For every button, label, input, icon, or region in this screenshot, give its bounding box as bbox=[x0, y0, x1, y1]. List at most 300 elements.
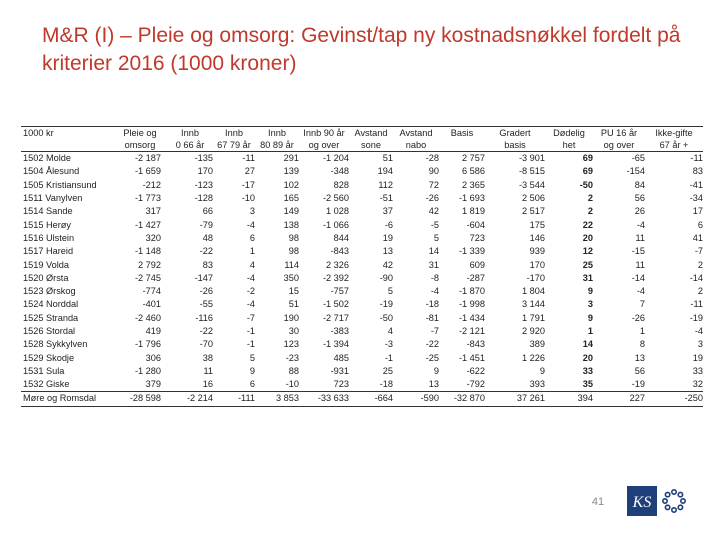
column-header: Innb bbox=[167, 127, 213, 140]
table-cell: 5 bbox=[433, 232, 439, 243]
table-cell: 1 bbox=[639, 326, 645, 336]
table-cell: -8 bbox=[430, 272, 439, 283]
header-row-1 bbox=[21, 127, 703, 140]
header-row-2 bbox=[21, 139, 703, 152]
column-header: Basis bbox=[439, 127, 485, 140]
table-cell: -11 bbox=[242, 153, 255, 164]
ks-logo-icon bbox=[627, 486, 689, 516]
table-cell: 170 bbox=[529, 259, 545, 270]
column-subheader: basis bbox=[485, 139, 545, 152]
ks-logo bbox=[627, 486, 689, 516]
table-cell: 11 bbox=[203, 365, 213, 376]
logo-emblem-icon bbox=[663, 490, 685, 512]
table-row bbox=[21, 312, 703, 325]
table-cell: -4 bbox=[430, 286, 439, 297]
table-cell: -1 bbox=[384, 352, 393, 363]
table-cell: 485 bbox=[333, 352, 349, 363]
table-cell: -1 434 bbox=[458, 312, 485, 323]
table-cell: -757 bbox=[330, 286, 349, 297]
table-cell: 9 bbox=[587, 312, 593, 323]
table-cell: 146 bbox=[529, 232, 545, 243]
table-cell: -135 bbox=[194, 153, 213, 164]
table-cell: 170 bbox=[197, 166, 213, 177]
table-row bbox=[21, 179, 703, 192]
table-cell: 2 792 bbox=[138, 259, 161, 270]
table-row bbox=[21, 232, 703, 245]
table-row bbox=[21, 218, 703, 231]
table-cell: 139 bbox=[283, 166, 299, 177]
table-cell: 90 bbox=[428, 166, 439, 177]
data-table bbox=[21, 126, 703, 407]
table-row bbox=[21, 205, 703, 218]
table-cell: 30 bbox=[288, 326, 299, 336]
table-cell: 723 bbox=[469, 232, 485, 243]
table-cell: -1 693 bbox=[458, 193, 485, 204]
table-cell: 1526 Stordal bbox=[23, 326, 76, 336]
table-cell: 2 920 bbox=[522, 326, 545, 336]
table-row bbox=[21, 258, 703, 271]
table-cell: -1 bbox=[246, 326, 255, 336]
table-cell: -383 bbox=[330, 326, 349, 336]
table-cell: 31 bbox=[582, 272, 593, 283]
column-subheader: 67 år + bbox=[645, 139, 703, 152]
column-header: PU 16 år bbox=[593, 127, 645, 140]
table-cell: 1516 Ulstein bbox=[23, 232, 75, 243]
table-cell: -22 bbox=[199, 246, 213, 257]
column-header: Pleie og bbox=[113, 127, 167, 140]
table-cell: -7 bbox=[246, 312, 255, 323]
table-cell: 1524 Norddal bbox=[23, 299, 79, 310]
table-cell: -1 339 bbox=[458, 246, 485, 257]
table-cell: -1 773 bbox=[134, 193, 161, 204]
table-cell: -10 bbox=[241, 193, 255, 204]
table-cell: 138 bbox=[283, 219, 299, 230]
table-cell: 4 bbox=[249, 259, 255, 270]
column-header: Innb bbox=[255, 127, 299, 140]
table-cell: 393 bbox=[529, 379, 545, 390]
table-cell: -18 bbox=[379, 379, 393, 390]
table-cell: 69 bbox=[582, 153, 593, 164]
table-cell: -604 bbox=[466, 219, 485, 230]
table-cell: -55 bbox=[199, 299, 213, 310]
table-cell: 19 bbox=[382, 232, 393, 243]
table-cell: 16 bbox=[202, 379, 213, 390]
table-cell: 33 bbox=[692, 365, 703, 376]
table-cell: -1 394 bbox=[322, 339, 349, 350]
table-cell: 2 326 bbox=[326, 259, 349, 270]
table-cell: -287 bbox=[466, 272, 485, 283]
table-cell: 37 261 bbox=[485, 392, 545, 406]
table-cell: 15 bbox=[288, 286, 299, 297]
column-header: Innb bbox=[213, 127, 255, 140]
table-cell: -1 427 bbox=[134, 219, 161, 230]
table-cell: -348 bbox=[330, 166, 349, 177]
column-subheader: nabo bbox=[393, 139, 439, 152]
column-subheader: og over bbox=[299, 139, 349, 152]
table-cell: -19 bbox=[379, 299, 393, 310]
table-cell: 33 bbox=[582, 365, 593, 376]
table-cell: 9 bbox=[587, 286, 593, 297]
table-row bbox=[21, 365, 703, 378]
table-cell: 41 bbox=[692, 232, 703, 243]
table-cell: 51 bbox=[288, 299, 299, 310]
table-cell: -111 bbox=[213, 392, 255, 406]
table-cell: 38 bbox=[202, 352, 213, 363]
table-cell: -19 bbox=[689, 312, 703, 323]
table-cell: -1 bbox=[246, 339, 255, 350]
table-cell: -664 bbox=[349, 392, 393, 406]
table-cell: -23 bbox=[285, 352, 299, 363]
table-cell: -22 bbox=[425, 339, 439, 350]
total-row bbox=[21, 392, 703, 406]
table-cell: 227 bbox=[593, 392, 645, 406]
table-cell: -4 bbox=[246, 299, 255, 310]
table-row bbox=[21, 351, 703, 364]
table-cell: 102 bbox=[283, 179, 299, 190]
table-cell: -5 bbox=[430, 219, 439, 230]
table-cell: -7 bbox=[430, 326, 439, 336]
table-cell: 8 bbox=[639, 339, 645, 350]
column-subheader: omsorg bbox=[113, 139, 167, 152]
table-cell: -51 bbox=[379, 193, 393, 204]
table-cell: 56 bbox=[634, 193, 645, 204]
table-row bbox=[21, 272, 703, 285]
table-cell: -15 bbox=[631, 246, 645, 257]
column-header: Innb 90 år bbox=[299, 127, 349, 140]
table-cell: 7 bbox=[639, 299, 645, 310]
table-row bbox=[21, 378, 703, 392]
table-cell: 1525 Stranda bbox=[23, 312, 79, 323]
table-cell: 2 757 bbox=[462, 153, 485, 164]
table-cell: 2 bbox=[587, 206, 593, 217]
table-cell: -147 bbox=[194, 272, 213, 283]
table-cell: -1 066 bbox=[322, 219, 349, 230]
table-cell: 1511 Vanylven bbox=[23, 193, 83, 204]
table-cell: -14 bbox=[689, 272, 703, 283]
table-cell: -3 901 bbox=[518, 153, 545, 164]
table-cell: 9 bbox=[433, 365, 439, 376]
table-cell: 26 bbox=[634, 206, 645, 217]
column-header: 1000 kr bbox=[21, 127, 113, 140]
page-number: 41 bbox=[591, 496, 605, 508]
table-cell: 112 bbox=[378, 179, 393, 190]
table-cell: -2 745 bbox=[134, 272, 161, 283]
table-cell: -2 bbox=[246, 286, 255, 297]
table-cell: -26 bbox=[631, 312, 645, 323]
table-cell: -212 bbox=[142, 179, 161, 190]
table-cell: 389 bbox=[529, 339, 545, 350]
table-cell: 2 bbox=[697, 259, 703, 270]
table-cell: 11 bbox=[635, 259, 645, 270]
table-cell: -11 bbox=[690, 299, 703, 310]
table-cell: 37 bbox=[382, 206, 393, 217]
table-cell: -1 280 bbox=[134, 365, 161, 376]
table-cell: 14 bbox=[428, 246, 439, 257]
table-cell: 1528 Sykkylven bbox=[23, 339, 88, 350]
table-cell: 419 bbox=[145, 326, 161, 336]
table-cell: 32 bbox=[692, 379, 703, 390]
table-cell: 3 853 bbox=[255, 392, 299, 406]
table-cell: 3 bbox=[249, 206, 255, 217]
column-subheader: 80 89 år bbox=[255, 139, 299, 152]
table-cell: 2 bbox=[697, 286, 703, 297]
table-cell: 35 bbox=[582, 379, 593, 390]
column-subheader: 0 66 år bbox=[167, 139, 213, 152]
table-cell: 6 bbox=[249, 232, 255, 243]
table-cell: 723 bbox=[333, 379, 349, 390]
table-cell: -4 bbox=[636, 219, 645, 230]
table-row bbox=[21, 325, 703, 338]
table-cell: 13 bbox=[634, 352, 645, 363]
table-cell: 149 bbox=[283, 206, 299, 217]
table-cell: -3 bbox=[384, 339, 393, 350]
table-cell: -1 998 bbox=[458, 299, 485, 310]
table-cell: 11 bbox=[635, 232, 645, 243]
table-cell: -7 bbox=[694, 246, 703, 257]
table-row bbox=[21, 338, 703, 351]
table-cell: 1523 Ørskog bbox=[23, 286, 76, 297]
table-cell: 27 bbox=[244, 166, 255, 177]
table-cell: 1520 Ørsta bbox=[23, 272, 69, 283]
table-cell: 190 bbox=[283, 312, 299, 323]
table-cell: 3 bbox=[587, 299, 593, 310]
table-row bbox=[21, 245, 703, 258]
table-cell: -25 bbox=[425, 352, 439, 363]
table-cell: -4 bbox=[694, 326, 703, 336]
table-cell: -128 bbox=[194, 193, 213, 204]
table-cell: -79 bbox=[199, 219, 213, 230]
table-cell: -2 214 bbox=[167, 392, 213, 406]
table-cell: 66 bbox=[202, 206, 213, 217]
column-header: Gradert bbox=[485, 127, 545, 140]
table-cell: 394 bbox=[545, 392, 593, 406]
table-cell: 12 bbox=[582, 246, 593, 257]
table-cell: 317 bbox=[145, 206, 161, 217]
table-cell: 25 bbox=[582, 259, 593, 270]
table-cell: -931 bbox=[330, 365, 349, 376]
table-cell: -843 bbox=[466, 339, 485, 350]
table-cell: -1 796 bbox=[134, 339, 161, 350]
table-cell: -2 121 bbox=[458, 326, 485, 336]
table-cell: 88 bbox=[288, 365, 299, 376]
column-header: Ikke-gifte bbox=[645, 127, 703, 140]
table-cell: 20 bbox=[582, 352, 593, 363]
table-cell: 291 bbox=[283, 153, 299, 164]
table-cell: -26 bbox=[425, 193, 439, 204]
table-cell: -11 bbox=[690, 153, 703, 164]
table-cell: 1529 Skodje bbox=[23, 352, 75, 363]
table-cell: 19 bbox=[692, 352, 703, 363]
table-row bbox=[21, 298, 703, 311]
column-subheader: het bbox=[545, 139, 593, 152]
table-cell: 175 bbox=[529, 219, 545, 230]
table-cell: 9 bbox=[249, 365, 255, 376]
table-cell: -3 544 bbox=[518, 179, 545, 190]
table-cell: -70 bbox=[199, 339, 213, 350]
table-cell: 194 bbox=[377, 166, 393, 177]
table-cell: 17 bbox=[692, 206, 703, 217]
table-cell: 42 bbox=[382, 259, 393, 270]
table-row bbox=[21, 192, 703, 205]
table-cell: -10 bbox=[285, 379, 299, 390]
table-cell: -2 187 bbox=[134, 153, 161, 164]
table-cell: -4 bbox=[246, 272, 255, 283]
table-cell: 828 bbox=[333, 179, 349, 190]
table-cell: -2 460 bbox=[134, 312, 161, 323]
table-cell: 1 bbox=[249, 246, 255, 257]
table-cell: 1531 Sula bbox=[23, 365, 65, 376]
table-cell: -2 560 bbox=[322, 193, 349, 204]
column-subheader: sone bbox=[349, 139, 393, 152]
table-cell: -401 bbox=[142, 299, 161, 310]
table-cell: -250 bbox=[645, 392, 703, 406]
table-cell: -4 bbox=[246, 219, 255, 230]
table-cell: 123 bbox=[283, 339, 299, 350]
table-cell: 13 bbox=[428, 379, 439, 390]
table-cell: 320 bbox=[145, 232, 161, 243]
column-header: Dødelig bbox=[545, 127, 593, 140]
table-cell: -28 bbox=[425, 153, 439, 164]
table-cell: 20 bbox=[582, 232, 593, 243]
table-row bbox=[21, 285, 703, 298]
table-cell: -19 bbox=[631, 379, 645, 390]
table-cell: 1504 Ålesund bbox=[23, 166, 80, 177]
table-cell: 2 365 bbox=[462, 179, 485, 190]
table-cell: -8 515 bbox=[518, 166, 545, 177]
table-cell: -17 bbox=[241, 179, 255, 190]
table-cell: -154 bbox=[626, 166, 645, 177]
table-cell: 165 bbox=[283, 193, 299, 204]
table-cell: 25 bbox=[382, 365, 393, 376]
table-cell: -34 bbox=[689, 193, 703, 204]
table-cell: 5 bbox=[387, 286, 393, 297]
table-cell: -1 148 bbox=[134, 246, 161, 257]
table-cell: -792 bbox=[466, 379, 485, 390]
table-cell: 83 bbox=[202, 259, 213, 270]
table-cell: Møre og Romsdal bbox=[21, 392, 113, 406]
table-cell: 84 bbox=[634, 179, 645, 190]
table-cell: -1 204 bbox=[322, 153, 349, 164]
table-body bbox=[21, 152, 703, 392]
slide-title: M&R (I) – Pleie og omsorg: Gevinst/tap ny kostnadsnøkkel fordelt på kriterier 2016 (1000 kroner) bbox=[42, 24, 681, 75]
table-cell: -26 bbox=[199, 286, 213, 297]
table-cell: -41 bbox=[689, 179, 703, 190]
column-subheader: og over bbox=[593, 139, 645, 152]
table-cell: 1515 Herøy bbox=[23, 219, 72, 230]
table-cell: 31 bbox=[428, 259, 439, 270]
table-cell: -90 bbox=[379, 272, 393, 283]
table-cell: -81 bbox=[425, 312, 439, 323]
table-cell: 350 bbox=[283, 272, 299, 283]
table-row bbox=[21, 165, 703, 178]
table-cell: 56 bbox=[634, 365, 645, 376]
table-cell: 2 506 bbox=[522, 193, 545, 204]
table-cell: -170 bbox=[526, 272, 545, 283]
table-cell: 42 bbox=[428, 206, 439, 217]
table-cell: -590 bbox=[393, 392, 439, 406]
table-cell: 6 586 bbox=[462, 166, 485, 177]
table-cell: 1 bbox=[587, 326, 593, 336]
table-cell: 1519 Volda bbox=[23, 259, 69, 270]
data-table-container bbox=[21, 126, 703, 452]
table-cell: -22 bbox=[199, 326, 213, 336]
table-cell: 1502 Molde bbox=[23, 153, 72, 164]
table-cell: 98 bbox=[288, 232, 299, 243]
table-cell: 14 bbox=[582, 339, 593, 350]
table-cell: 1 804 bbox=[522, 286, 545, 297]
table-cell: 609 bbox=[469, 259, 485, 270]
table-cell: -1 870 bbox=[458, 286, 485, 297]
table-cell: -14 bbox=[631, 272, 645, 283]
table-cell: 3 144 bbox=[522, 299, 545, 310]
table-cell: 1514 Sande bbox=[23, 206, 73, 217]
column-subheader bbox=[439, 139, 485, 152]
table-cell: -18 bbox=[425, 299, 439, 310]
table-cell: 9 bbox=[539, 365, 545, 376]
table-cell: 1 226 bbox=[522, 352, 545, 363]
table-cell: 3 bbox=[697, 339, 703, 350]
table-cell: 1532 Giske bbox=[23, 379, 70, 390]
table-cell: 2 bbox=[587, 193, 593, 204]
table-cell: 6 bbox=[249, 379, 255, 390]
table-cell: -6 bbox=[384, 219, 393, 230]
table-cell: 1 028 bbox=[326, 206, 349, 217]
table-cell: 22 bbox=[582, 219, 593, 230]
table-cell: 114 bbox=[284, 259, 299, 270]
table-cell: -2 392 bbox=[322, 272, 349, 283]
table-cell: 4 bbox=[387, 326, 393, 336]
table-cell: 83 bbox=[692, 166, 703, 177]
table-cell: 48 bbox=[202, 232, 213, 243]
table-cell: 1517 Hareid bbox=[23, 246, 74, 257]
table-cell: 13 bbox=[382, 246, 393, 257]
table-cell: -32 870 bbox=[439, 392, 485, 406]
table-cell: -50 bbox=[379, 312, 393, 323]
table-cell: 6 bbox=[697, 219, 703, 230]
column-header: Avstand bbox=[393, 127, 439, 140]
table-cell: -28 598 bbox=[113, 392, 167, 406]
logo-text: KS bbox=[632, 494, 652, 511]
table-cell: -843 bbox=[330, 246, 349, 257]
table-cell: -1 659 bbox=[134, 166, 161, 177]
table-cell: -65 bbox=[631, 153, 645, 164]
table-cell: 306 bbox=[145, 352, 161, 363]
table-cell: -33 633 bbox=[299, 392, 349, 406]
table-cell: 1505 Kristiansund bbox=[23, 179, 97, 190]
table-cell: 69 bbox=[582, 166, 593, 177]
table-cell: -2 717 bbox=[322, 312, 349, 323]
table-cell: -774 bbox=[142, 286, 161, 297]
table-cell: 1 819 bbox=[462, 206, 485, 217]
table-cell: 844 bbox=[333, 232, 349, 243]
table-cell: -1 502 bbox=[322, 299, 349, 310]
table-cell: 98 bbox=[288, 246, 299, 257]
column-subheader: 67 79 år bbox=[213, 139, 255, 152]
table-cell: 1 791 bbox=[522, 312, 545, 323]
table-cell: -4 bbox=[636, 286, 645, 297]
column-header: Avstand bbox=[349, 127, 393, 140]
table-cell: 939 bbox=[529, 246, 545, 257]
column-subheader bbox=[21, 139, 113, 152]
table-cell: 2 517 bbox=[522, 206, 545, 217]
table-cell: 72 bbox=[428, 179, 439, 190]
table-cell: -116 bbox=[195, 312, 213, 323]
table-cell: 379 bbox=[145, 379, 161, 390]
table-row bbox=[21, 152, 703, 166]
table-cell: -50 bbox=[579, 179, 593, 190]
table-cell: 5 bbox=[249, 352, 255, 363]
table-cell: -1 451 bbox=[458, 352, 485, 363]
